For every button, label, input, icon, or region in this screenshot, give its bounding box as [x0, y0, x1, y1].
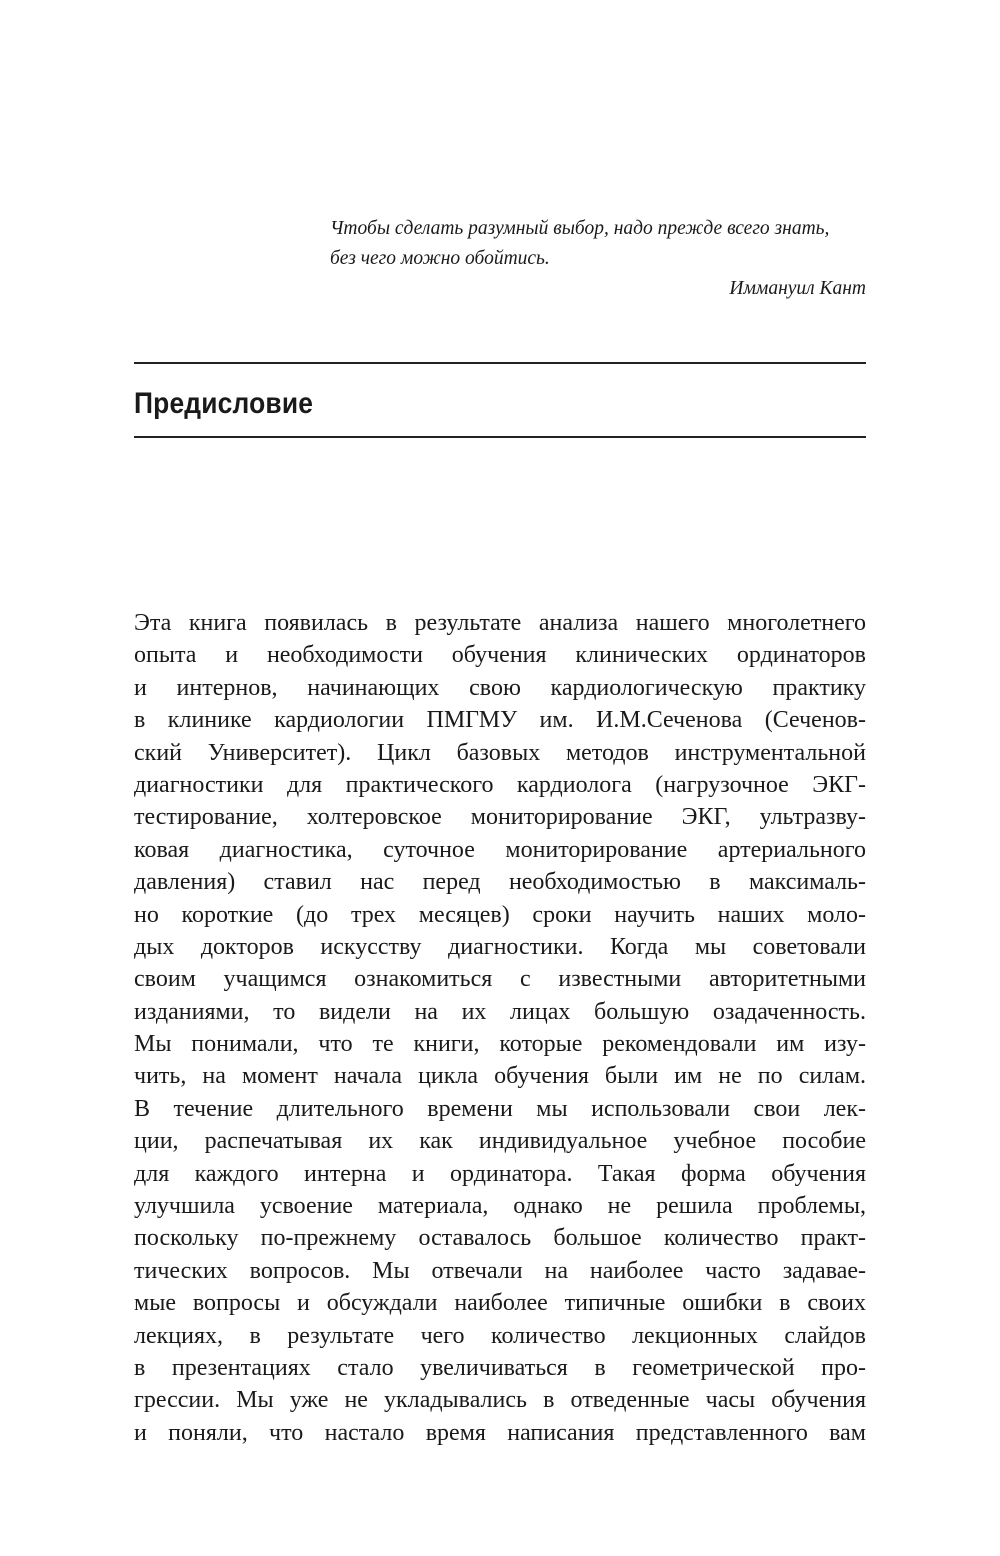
body-line: и поняли, что настало время написания представленного вам	[134, 1419, 866, 1446]
body-line: тических вопросов. Мы отвечали на наиболее часто задавае-	[134, 1257, 866, 1284]
body-line: Эта книга появилась в результате анализа нашего многолетнего	[134, 610, 866, 636]
body-line: в презентациях стало увеличиваться в геометрической про-	[134, 1354, 866, 1381]
body-line: давления) ставил нас перед необходимостью в максималь-	[134, 869, 866, 896]
body-line: своим учащимся ознакомиться с известными авторитетными	[134, 966, 866, 993]
body-line: мые вопросы и обсуждали наиболее типичные ошибки в своих	[134, 1290, 866, 1317]
chapter-title: Предисловие	[134, 387, 314, 420]
title-rule-top	[134, 362, 866, 364]
body-line: дых докторов искусству диагностики. Когда мы советовали	[134, 933, 866, 960]
body-line: В течение длительного времени мы использовали свои лек-	[134, 1095, 866, 1122]
epigraph-line: без чего можно обойтись.	[330, 248, 550, 269]
title-rule-bottom	[134, 436, 866, 438]
body-line: но короткие (до трех месяцев) сроки научить наших моло-	[134, 901, 866, 928]
body-line: ковая диагностика, суточное мониторирование артериального	[134, 836, 866, 863]
body-line: чить, на момент начала цикла обучения были им не по силам.	[134, 1063, 866, 1090]
body-text	[134, 607, 866, 1449]
body-line: грессии. Мы уже не укладывались в отведенные часы обучения	[134, 1387, 866, 1414]
body-line: Мы понимали, что те книги, которые рекомендовали им изу-	[134, 1031, 866, 1058]
body-line: тестирование, холтеровское мониторирование ЭКГ, ультразву-	[134, 804, 866, 831]
body-line: для каждого интерна и ординатора. Такая форма обучения	[134, 1160, 866, 1187]
body-line: и интернов, начинающих свою кардиологическую практику	[134, 674, 866, 701]
body-line: диагностики для практического кардиолога (нагрузочное ЭКГ-	[134, 771, 866, 798]
body-line: ции, распечатывая их как индивидуальное учебное пособие	[134, 1128, 866, 1155]
body-line: лекциях, в результате чего количество лекционных слайдов	[134, 1322, 866, 1349]
body-line: поскольку по-прежнему оставалось большое количество практ-	[134, 1225, 866, 1252]
epigraph-author: Иммануил Кант	[729, 278, 866, 299]
body-line: изданиями, то видели на их лицах большую озадаченность.	[134, 998, 866, 1025]
body-line: улучшила усвоение материала, однако не решила проблемы,	[134, 1193, 866, 1220]
body-line: в клинике кардиологии ПМГМУ им. И.М.Сеченова (Сеченов-	[134, 707, 866, 734]
body-line: ский Университет). Цикл базовых методов инструментальной	[134, 739, 866, 766]
body-line: опыта и необходимости обучения клинических ординаторов	[134, 642, 866, 669]
epigraph	[330, 214, 866, 304]
epigraph-line: Чтобы сделать разумный выбор, надо прежде всего знать,	[330, 218, 830, 239]
